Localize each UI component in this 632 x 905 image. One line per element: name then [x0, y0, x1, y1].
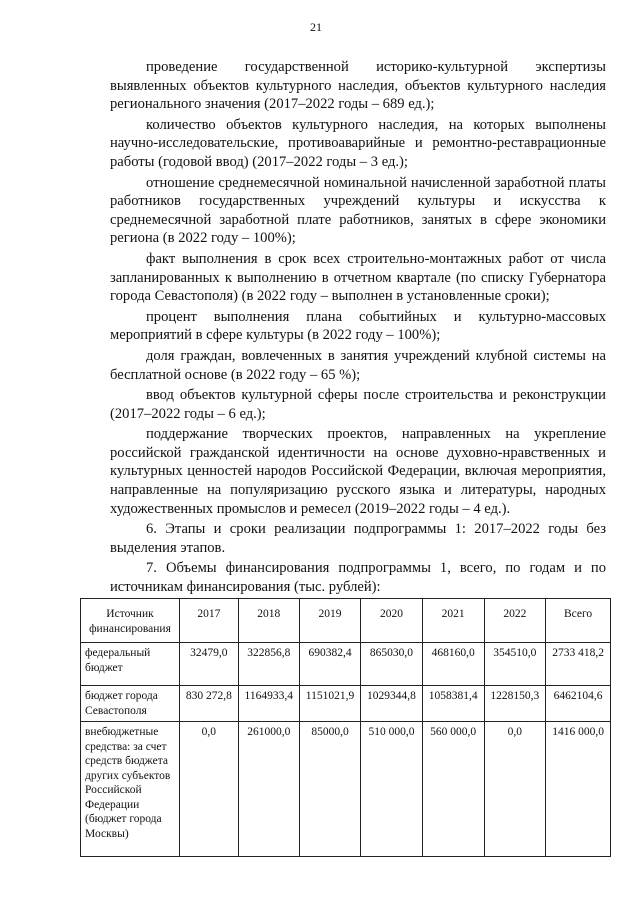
row-source: федеральный бюджет — [81, 643, 180, 686]
row-source: бюджет города Севастополя — [81, 686, 180, 722]
cell-value: 1029344,8 — [361, 686, 423, 722]
table-row — [81, 722, 611, 857]
cell-total: 1416 000,0 — [546, 722, 611, 857]
table-row — [81, 686, 611, 722]
cell-value: 1164933,4 — [238, 686, 299, 722]
cell-value: 354510,0 — [484, 643, 546, 686]
header-2020: 2020 — [361, 599, 423, 643]
cell-value: 560 000,0 — [422, 722, 484, 857]
header-2021: 2021 — [422, 599, 484, 643]
header-2019: 2019 — [299, 599, 360, 643]
table-row — [81, 643, 611, 686]
cell-value: 690382,4 — [299, 643, 360, 686]
cell-value: 510 000,0 — [361, 722, 423, 857]
cell-value: 830 272,8 — [180, 686, 239, 722]
cell-value: 1151021,9 — [299, 686, 360, 722]
section-6-paragraph: 6. Этапы и сроки реализации подпрограммы 1: 2017–2022 годы без выделения этапов. — [110, 521, 606, 556]
table-header-row — [81, 599, 611, 643]
cell-value: 32479,0 — [180, 643, 239, 686]
page-number: 21 — [310, 20, 322, 34]
section-7-paragraph: 7. Объемы финансирования подпрограммы 1, всего, по годам и по источникам финансирования (тыс. рублей): — [110, 560, 606, 596]
header-2018: 2018 — [238, 599, 299, 643]
paragraph: факт выполнения в срок всех строительно-монтажных работ от числа запланированных к выполнению в отчетном квартале (по списку Губернатора города Севастополя) (в 2022 году – выполнен в установленные сроки); — [110, 250, 606, 305]
cell-value: 85000,0 — [299, 722, 360, 857]
paragraph: ввод объектов культурной сферы после строительства и реконструкции (2017–2022 годы – 6 ед.); — [110, 387, 606, 422]
paragraph: проведение государственной историко-культурной экспертизы выявленных объектов культурного наследия, объектов культурного наследия регионального значения (2017–2022 годы – 689 ед.); — [110, 59, 606, 113]
cell-value: 1228150,3 — [484, 686, 546, 722]
paragraph: поддержание творческих проектов, направленных на укрепление российской гражданской идентичности на основе духовно-нравственных и культурных ценностей народов Российской Федерации, включая мероприятия, направленные на популяризацию русского языка и литературы, народных художественных промыслов и ремесел (2019–2022 годы – 4 ед.). — [110, 426, 606, 517]
cell-value: 261000,0 — [238, 722, 299, 857]
row-source: внебюджетные средства: за счет средств бюджета других субъектов Российской Федерации (бюджет города Москвы) — [81, 722, 180, 857]
cell-value: 1058381,4 — [422, 686, 484, 722]
paragraph: количество объектов культурного наследия, на которых выполнены научно-исследовательские, противоаварийные и ремонтно-реставрационные работы (годовой ввод) (2017–2022 годы – 3 ед.); — [110, 116, 606, 170]
cell-value: 468160,0 — [422, 643, 484, 686]
cell-total: 6462104,6 — [546, 686, 611, 722]
header-2017: 2017 — [180, 599, 239, 643]
cell-value: 0,0 — [180, 722, 239, 857]
body-text — [110, 58, 606, 599]
paragraph: доля граждан, вовлеченных в занятия учреждений клубной системы на бесплатной основе (в 2022 году – 65 %); — [110, 347, 606, 383]
header-2022: 2022 — [484, 599, 546, 643]
cell-value: 322856,8 — [238, 643, 299, 686]
header-total: Всего — [546, 599, 611, 643]
cell-value: 0,0 — [484, 722, 546, 857]
financing-table — [80, 598, 611, 857]
cell-total: 2733 418,2 — [546, 643, 611, 686]
header-source: Источник финансирования — [81, 599, 180, 643]
cell-value: 865030,0 — [361, 643, 423, 686]
paragraph: отношение среднемесячной номинальной начисленной заработной платы работников государственных учреждений культуры и искусства к среднемесячной заработной плате работников, занятых в сфере экономики региона (в 2022 году – 100%); — [110, 174, 606, 247]
paragraph: процент выполнения плана событийных и культурно-массовых мероприятий в сфере культуры (в 2022 году – 100%); — [110, 308, 606, 344]
